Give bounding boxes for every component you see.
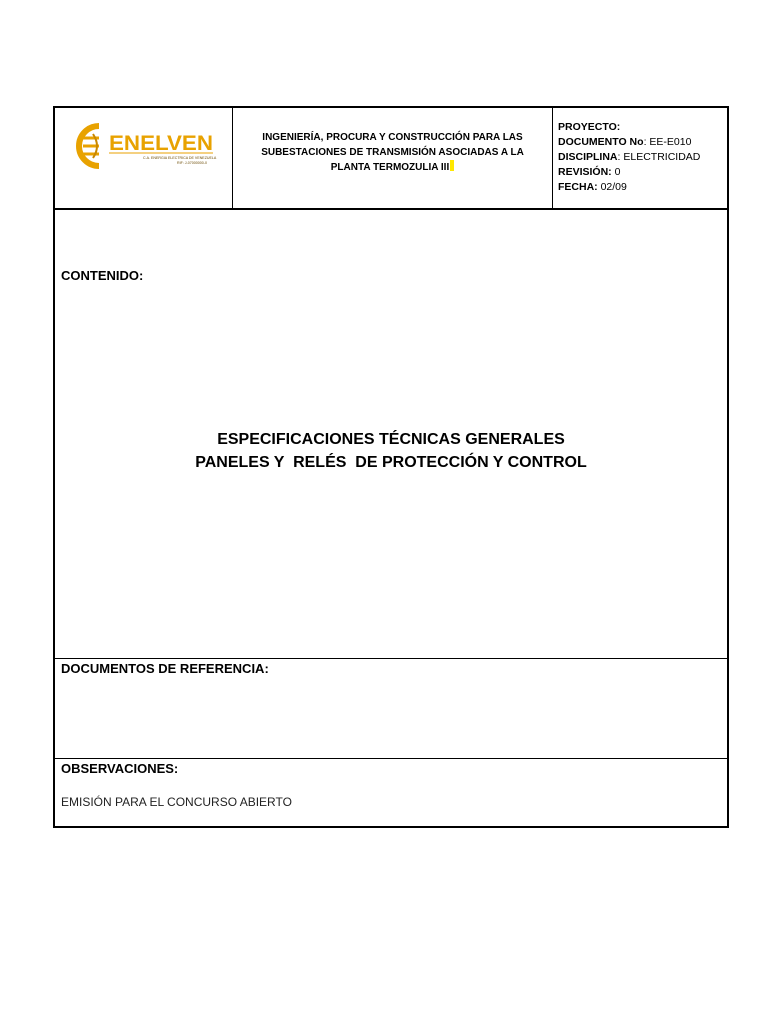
project-title-line-3: PLANTA TERMOZULIA III	[330, 161, 450, 173]
logo-tagline-2: RIF: J-07000000-0	[177, 161, 207, 165]
project-title	[255, 130, 530, 175]
project-title-line-2: SUBESTACIONES DE TRANSMISIÓN ASOCIADAS A LA	[261, 146, 524, 158]
project-title-line-1: INGENIERÍA, PROCURA Y CONSTRUCCIÓN PARA LAS	[262, 131, 523, 143]
documento-value: : EE-E010	[643, 136, 692, 148]
references-section	[55, 658, 727, 758]
document-sheet	[53, 106, 729, 828]
info-disciplina	[558, 150, 729, 165]
disciplina-label: DISCIPLINA	[558, 151, 618, 163]
observations-section	[55, 758, 727, 828]
specification-title-line-1: ESPECIFICACIONES TÉCNICAS GENERALES	[217, 431, 565, 448]
disciplina-value: : ELECTRICIDAD	[617, 151, 701, 163]
documento-label: DOCUMENTO No	[558, 136, 644, 148]
revision-value: 0	[611, 166, 621, 178]
revision-label: REVISIÓN:	[558, 166, 612, 178]
project-title-cell	[233, 108, 553, 208]
document-header	[55, 108, 727, 210]
logo-tagline-1: C.A. ENERGIA ELECTRICA DE VENEZUELA	[143, 156, 217, 160]
specification-title	[55, 428, 727, 474]
enelven-logo-icon	[79, 126, 99, 166]
contenido-label: CONTENIDO:	[61, 268, 144, 283]
enelven-logo	[73, 120, 218, 172]
logo-cell	[55, 108, 233, 208]
references-label: DOCUMENTOS DE REFERENCIA:	[61, 661, 269, 676]
observations-label: OBSERVACIONES:	[61, 761, 179, 776]
fecha-value: 02/09	[597, 181, 627, 193]
observations-text: EMISIÓN PARA EL CONCURSO ABIERTO	[61, 795, 292, 809]
document-info-cell	[553, 108, 729, 208]
info-revision	[558, 165, 729, 180]
fecha-label: FECHA:	[558, 181, 598, 193]
info-proyecto	[558, 120, 729, 135]
specification-title-line-2: PANELES Y RELÉS DE PROTECCIÓN Y CONTROL	[195, 454, 587, 471]
logo-brand-text: ENELVEN	[109, 132, 213, 155]
info-fecha	[558, 180, 729, 195]
text-highlight-mark	[450, 160, 454, 171]
proyecto-label: PROYECTO:	[558, 121, 621, 133]
info-documento	[558, 135, 729, 150]
